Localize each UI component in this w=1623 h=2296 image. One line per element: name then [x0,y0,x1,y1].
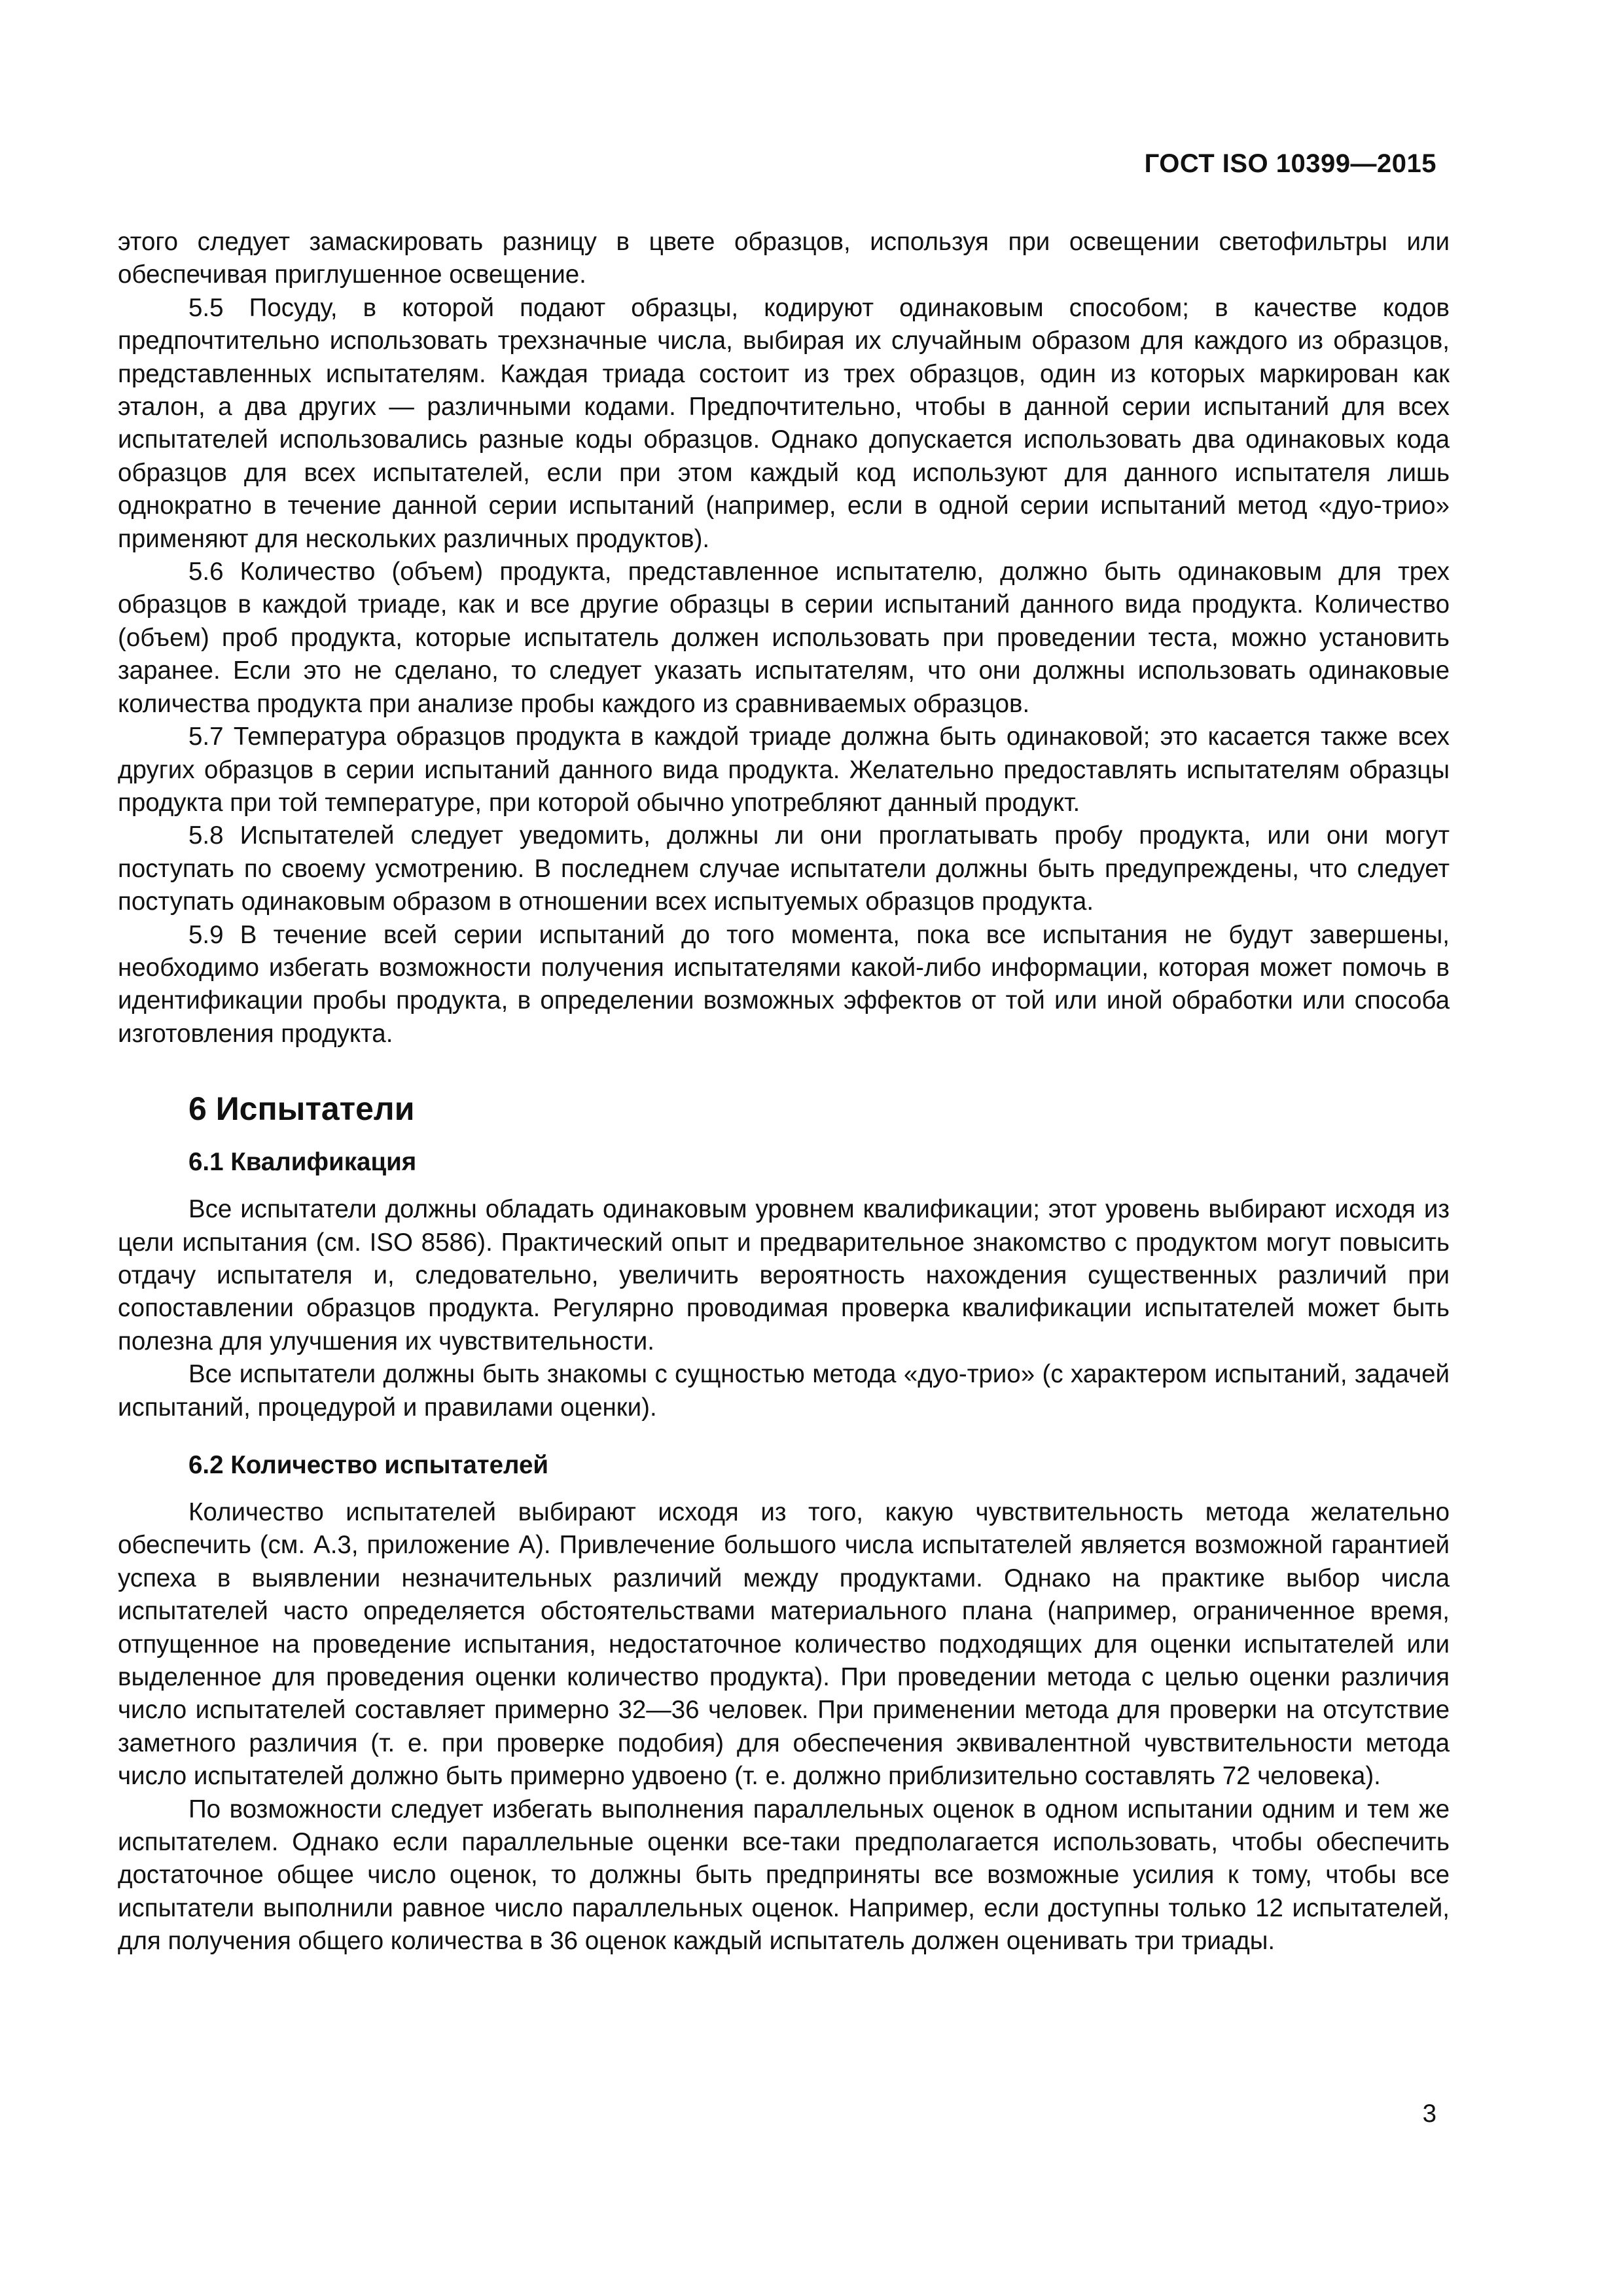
subsection-6-1-heading: 6.1 Квалификация [188,1148,417,1177]
subsection-6-2-heading: 6.2 Количество испытателей [188,1451,549,1479]
section-6-heading: 6 Испытатели [188,1090,415,1128]
paragraph-5-5: 5.5 Посуду, в которой подают образцы, кодируют одинаковым способом; в качестве кодов предпочтительно использовать трехзначные числа, выбирая их случайным образом для каждого из образцов, представленных испытателям. Каждая триада состоит из трех образцов, один из которых маркирован как эталон, а два других — различными кодами. Предпочтительно, чтобы в данной серии испытаний для всех испытателей использовались разные коды образцов. Однако допускается использовать два одинаковых кода образцов для всех испытателей, если при этом каждый код используют для данного испытателя лишь однократно в течение данной серии испытаний (например, если в одной серии испытаний метод «дуо-трио» применяют для нескольких различных продуктов). [118,293,1450,553]
paragraph-5-7: 5.7 Температура образцов продукта в каждой триаде должна быть одинаковой; это касается также всех других образцов в серии испытаний данного вида продукта. Желательно предоставлять испытателям образцы продукта при той температуре, при которой обычно употребляют данный продукт. [118,723,1450,817]
standard-header: ГОСТ ISO 10399—2015 [1144,149,1436,178]
paragraph-6-1-a: Все испытатели должны обладать одинаковым уровнем квалификации; этот уровень выбирают исходя из цели испытания (см. ISO 8586). Практический опыт и предварительное знакомство с продуктом могут повысить отдачу испытателя и, следовательно, увеличить вероятность нахождения существенных различий при сопоставлении образцов продукта. Регулярно проводимая проверка квалификации испытателей может быть полезна для улучшения их чувствительности. [118,1195,1450,1355]
paragraph-5-8: 5.8 Испытателей следует уведомить, должны ли они проглатывать пробу продукта, или они могут поступать по своему усмотрению. В последнем случае испытатели должны быть предупреждены, что следует поступать одинаковым образом в отношении всех испытуемых образцов продукта. [118,821,1450,916]
document-body [118,226,1450,1958]
paragraph-5-6: 5.6 Количество (объем) продукта, представленное испытателю, должно быть одинаковым для трех образцов в каждой триаде, как и все другие образцы в серии испытаний данного вида продукта. Количество (объем) проб продукта, которые испытатель должен использовать при проведении теста, можно установить заранее. Если это не сделано, то следует указать испытателям, что они должны использовать одинаковые количества продукта при анализе пробы каждого из сравниваемых образцов. [118,558,1450,718]
paragraph-6-1-b: Все испытатели должны быть знакомы с сущностью метода «дуо-трио» (с характером испытаний, задачей испытаний, процедурой и правилами оценки). [118,1360,1450,1422]
paragraph-5-9: 5.9 В течение всей серии испытаний до того момента, пока все испытания не будут завершены, необходимо избегать возможности получения испытателями какой-либо информации, которая может помочь в идентификации пробы продукта, в определении возможных эффектов от той или иной обработки или способа изготовления продукта. [118,920,1450,1048]
page-number: 3 [1422,2100,1436,2128]
paragraph-continuation: этого следует замаскировать разницу в цвете образцов, используя при освещении светофильтры или обеспечивая приглушенное освещение. [118,228,1450,289]
paragraph-6-2-b: По возможности следует избегать выполнения параллельных оценок в одном испытании одним и тем же испытателем. Однако если параллельные оценки все-таки предполагается использовать, чтобы обеспечить достаточное общее число оценок, то должны быть предприняты все возможные усилия к тому, чтобы все испытатели выполнили равное число параллельных оценок. Например, если доступны только 12 испытателей, для получения общего количества в 36 оценок каждый испытатель должен оценивать три триады. [118,1795,1450,1956]
paragraph-6-2-a: Количество испытателей выбирают исходя из того, какую чувствительность метода желательно обеспечить (см. А.3, приложение А). Привлечение большого числа испытателей является возможной гарантией успеха в выявлении незначительных различий между продуктами. Однако на практике выбор числа испытателей часто определяется обстоятельствами материального плана (например, ограниченное время, отпущенное на проведение испытания, недостаточное количество подходящих для оценки испытателей или выделенное для проведения оценки количество продукта). При проведении метода с целью оценки различия число испытателей составляет примерно 32—36 человек. При применении метода для проверки на отсутствие заметного различия (т. е. при проверке подобия) для обеспечения эквивалентной чувствительности метода число испытателей должно быть примерно удвоено (т. е. должно приблизительно составлять 72 человека). [118,1498,1450,1791]
